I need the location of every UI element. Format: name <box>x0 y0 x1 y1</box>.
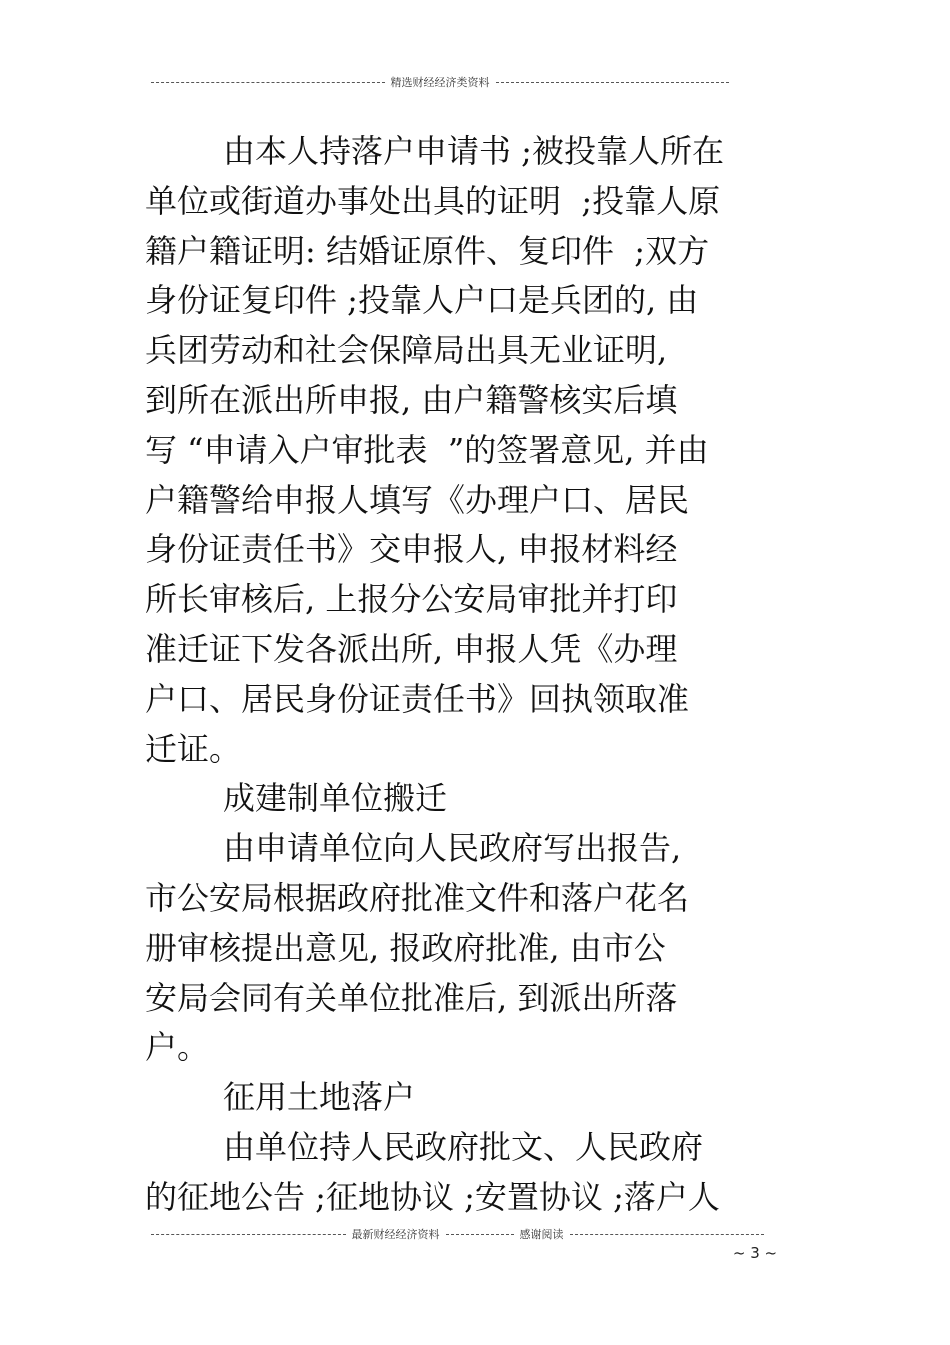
paragraph-line: 单位或街道办事处出具的证明 ;投靠人原 <box>145 181 721 220</box>
paragraph-line: 准迁证下发各派出所, 申报人凭《办理 <box>145 629 678 668</box>
footer-right-text: 感谢阅读 <box>519 1228 564 1241</box>
paragraph-line: 身份证责任书》交申报人, 申报材料经 <box>145 530 678 569</box>
footer-divider-middle <box>446 1234 514 1235</box>
paragraph-line: 到所在派出所申报, 由户籍警核实后填 <box>145 380 678 419</box>
page-header <box>145 74 735 90</box>
header-title: 精选财经经济类资料 <box>390 76 490 89</box>
header-divider-right <box>496 82 730 83</box>
footer-divider-left <box>151 1234 346 1235</box>
paragraph-line: 由申请单位向人民政府写出报告, <box>223 829 682 868</box>
paragraph-line: 写 “申请入户审批表 ”的签署意见, 并由 <box>145 430 709 469</box>
paragraph-line: 由单位持人民政府批文、人民政府 <box>223 1127 704 1166</box>
paragraph-line: 身份证复印件 ;投靠人户口是兵团的, 由 <box>145 281 699 320</box>
paragraph-line: 安局会同有关单位批准后, 到派出所落 <box>145 978 678 1017</box>
page-number: ~ 3 ~ <box>732 1244 778 1262</box>
paragraph-line: 兵团劳动和社会保障局出具无业证明, <box>145 331 668 370</box>
paragraph-line: 的征地公告 ;征地协议 ;安置协议 ;落户人 <box>145 1177 720 1216</box>
footer-divider-right <box>570 1234 765 1235</box>
paragraph-line: 户。 <box>145 1028 210 1067</box>
paragraph-line: 籍户籍证明: 结婚证原件、复印件 ;双方 <box>145 231 710 270</box>
paragraph-line: 户口、居民身份证责任书》回执领取准 <box>145 679 690 718</box>
paragraph-line: 户籍警给申报人填写《办理户口、居民 <box>145 480 690 519</box>
header-divider-left <box>151 82 385 83</box>
paragraph-line: 由本人持落户申请书 ;被投靠人所在 <box>223 132 724 170</box>
paragraph-line: 迁证。 <box>145 729 242 768</box>
paragraph-line: 册审核提出意见, 报政府批准, 由市公 <box>145 928 666 967</box>
section-heading: 征用土地落户 <box>223 1078 416 1117</box>
paragraph-line: 所长审核后, 上报分公安局审批并打印 <box>145 580 678 619</box>
section-heading: 成建制单位搬迁 <box>223 779 448 818</box>
document-body <box>145 127 805 1223</box>
footer-left-text: 最新财经经济资料 <box>351 1228 440 1241</box>
paragraph-line: 市公安局根据政府批准文件和落户花名 <box>145 878 690 917</box>
page-footer <box>145 1226 770 1242</box>
